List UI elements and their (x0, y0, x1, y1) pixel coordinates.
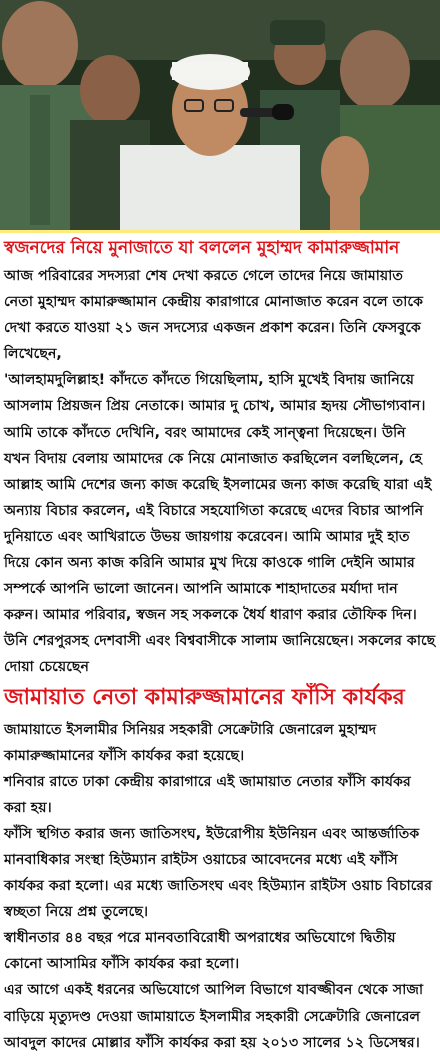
paragraph: স্বাধীনতার ৪৪ বছর পরে মানবতাবিরোধী অপরাধের অভিযোগে দ্বিতীয় কোনো আসামির ফাঁসি কার্যকর করা হলো। (4, 930, 396, 973)
paragraph: আজ পরিবারের সদস্যরা শেষ দেখা করতে গেলে তাদের নিয়ে জামায়াত নেতা মুহাম্মদ কামারুজ্জামান কেন্দ্রীয় কারাগারে মোনাজাত করেন বলে তাকে দেখা করতে যাওয়া ২১ জন সদস্যের একজন প্রকাশ করেন। তিনি ফেসবুকে লিখেছেন, (4, 268, 423, 363)
paragraph: 'আলহামদুলিল্লাহ! কাঁদতে কাঁদতে গিয়েছিলাম, হাসি মুখেই বিদায় জানিয়ে আসলাম প্রিয়জন প্রিয় নেতাকে। আমার দু চোখ, আমার হৃদয় সৌভাগ্যবান। আমি তাকে কাঁদতে দেখিনি, বরং আমাদের কেই সান্ত্বনা দিয়েছেন। উনি যখন বিদায় বেলায় আমাদের কে নিয়ে মোনাজাত করছিলেন বলছিলেন, হে আল্লাহ আমি দেশের জন্য কাজ করেছি ইসলামের জন্য কাজ করেছি যারা এই অন্যায় বিচার করলেন, এই বিচারে সহযোগিতা করেছে এদের বিচার আপনি দুনিয়াতে এবং আখিরাতে উভয় জায়গায় করেবেন। আমি আমার দুই হাত দিয়ে কোন অন্য কাজ করিনি আমার মুখ দিয়ে কাওকে গালি দেইনি আমার সম্পর্কে আপনি ভালো জানেন। আপনি আমাকে শাহাদাতের মর্যাদা দান করুন। আমার পরিবার, স্বজন সহ সকলকে ধৈর্য ধারাণ করার তৌফিক দিন। উনি শেরপুরসহ দেশবাসী এবং বিশ্ববাসীকে সালাম জানিয়েছেন। সকলের কাছে দোয়া চেয়েছেন (4, 372, 436, 676)
paragraph: এর আগে একই ধরনের অভিযোগে আপিল বিভাগে যাবজ্জীবন থেকে সাজা বাড়িয়ে মৃত্যুদণ্ড দেওয়া জামায়াতে ইসলামীর সহকারী সেক্রেটারি জেনারেল আবদুল কাদের মোল্লার ফাঁসি কার্যকর করা হয় ২০১৩ সালের ১২ ডিসেম্বর। (4, 982, 424, 1051)
section-munajat (0, 263, 440, 681)
headline-munajat: স্বজনদের নিয়ে মুনাজাতে যা বললেন মুহাম্মদ কামারুজ্জামান (0, 233, 440, 263)
headline-execution: জামায়াত নেতা কামারুজ্জামানের ফাঁসি কার্যকর (0, 681, 440, 717)
photo-illustration (0, 0, 440, 230)
section-execution (0, 717, 440, 1056)
paragraph: জামায়াতে ইসলামীর সিনিয়র সহকারী সেক্রেটারি জেনারেল মুহাম্মদ কামারুজ্জামানের ফাঁসি কার্যকর করা হয়েছে। (4, 721, 377, 764)
news-photo (0, 0, 440, 230)
paragraph: শনিবার রাতে ঢাকা কেন্দ্রীয় কারাগারে এই জামায়াত নেতার ফাঁসি কার্যকর করা হয়। (4, 773, 411, 816)
paragraph: ফাঁসি স্থগিত করার জন্য জাতিসংঘ, ইউরোপীয় ইউনিয়ন এবং আন্তর্জাতিক মানবাধিকার সংস্থা হিউম্যান রাইটস ওয়াচের আবেদনের মধ্যে এই ফাঁসি কার্যকর করা হলো। এর মধ্যে জাতিসংঘ এবং হিউম্যান রাইটস ওয়াচ বিচারের স্বচ্ছতা নিয়ে প্রশ্ন তুলেছে। (4, 825, 433, 921)
